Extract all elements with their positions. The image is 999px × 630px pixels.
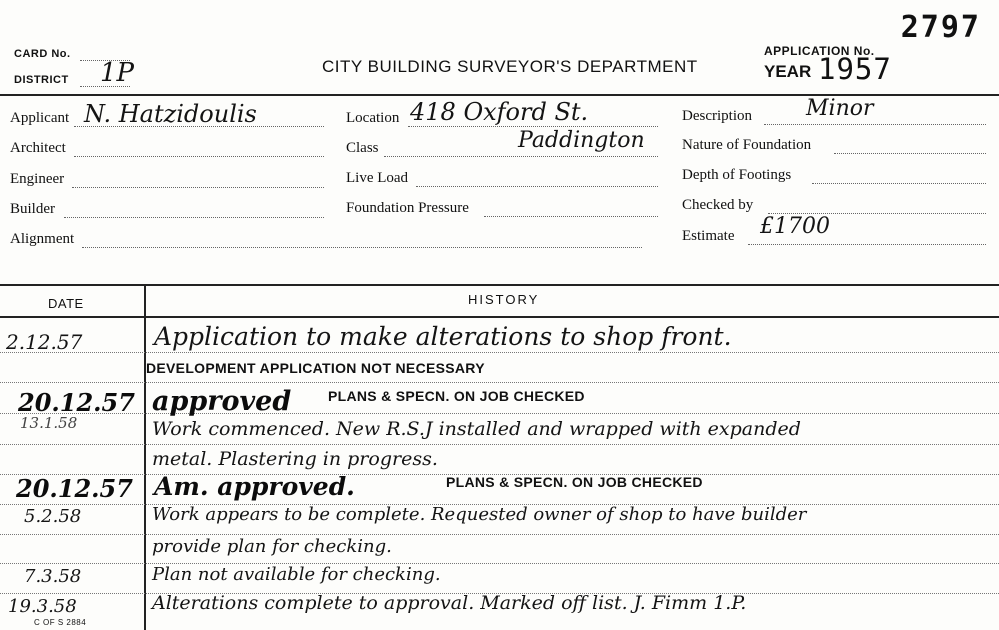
table-row-date: 7.3.58	[24, 566, 82, 587]
department-title: CITY BUILDING SURVEYOR'S DEPARTMENT	[322, 57, 698, 76]
applicant-value: N. Hatzidoulis	[84, 100, 257, 128]
alignment-label: Alignment	[10, 231, 75, 247]
development-stamp: DEVELOPMENT APPLICATION NOT NECESSARY	[146, 360, 485, 376]
card-no-label: CARD No.	[14, 48, 71, 60]
nature-foundation-label: Nature of Foundation	[682, 137, 812, 153]
table-row-text: Plan not available for checking.	[152, 564, 441, 585]
table-row-text: Work commenced. New R.S.J installed and wrapped with expanded	[152, 418, 801, 440]
card-number: 2797	[900, 10, 981, 45]
builder-label: Builder	[10, 201, 55, 217]
plans-checked-stamp: PLANS & SPECN. ON JOB CHECKED	[446, 474, 703, 490]
history-column-header: HISTORY	[468, 292, 540, 307]
year-value: 1957	[818, 52, 892, 86]
plans-checked-stamp: PLANS & SPECN. ON JOB CHECKED	[328, 388, 585, 404]
location-label: Location	[346, 110, 400, 126]
year-label: YEAR	[764, 62, 812, 81]
class-label: Class	[346, 140, 379, 156]
table-row-text: approved	[152, 386, 292, 417]
table-row-text: provide plan for checking.	[152, 536, 392, 557]
date-column-header: DATE	[48, 296, 84, 311]
district-label: DISTRICT	[14, 74, 69, 86]
location-value-2: Paddington	[518, 128, 645, 153]
form-code: C OF S 2884	[34, 618, 87, 627]
district-value: 1P	[100, 58, 135, 88]
table-row-text: Am. approved.	[154, 472, 355, 501]
table-row-date: 5.2.58	[24, 506, 82, 527]
foundation-pressure-label: Foundation Pressure	[346, 200, 469, 216]
description-label: Description	[682, 108, 752, 124]
table-row-date: 19.3.58	[8, 596, 77, 617]
applicant-label: Applicant	[10, 110, 70, 126]
live-load-label: Live Load	[346, 170, 409, 186]
table-row-text: metal. Plastering in progress.	[152, 448, 438, 470]
architect-label: Architect	[10, 140, 66, 156]
table-row-date: 20.12.57	[18, 388, 135, 417]
location-value: 418 Oxford St.	[410, 98, 589, 126]
table-row-date: 13.1.58	[20, 414, 78, 432]
depth-footings-label: Depth of Footings	[682, 167, 792, 183]
table-row-date: 20.12.57	[16, 474, 133, 503]
table-row-text: Alterations complete to approval. Marked off list. J. Fimm 1.P.	[152, 592, 747, 614]
checked-by-label: Checked by	[682, 197, 754, 213]
table-row-text: Work appears to be complete. Requested owner of shop to have builder	[152, 504, 807, 525]
application-no-label: APPLICATION No.	[764, 44, 875, 58]
estimate-value: £1700	[760, 214, 830, 239]
description-value: Minor	[806, 96, 874, 121]
table-row-text: Application to make alterations to shop front.	[154, 322, 732, 351]
engineer-label: Engineer	[10, 171, 65, 187]
estimate-label: Estimate	[682, 228, 735, 244]
table-row-date: 2.12.57	[6, 330, 83, 354]
